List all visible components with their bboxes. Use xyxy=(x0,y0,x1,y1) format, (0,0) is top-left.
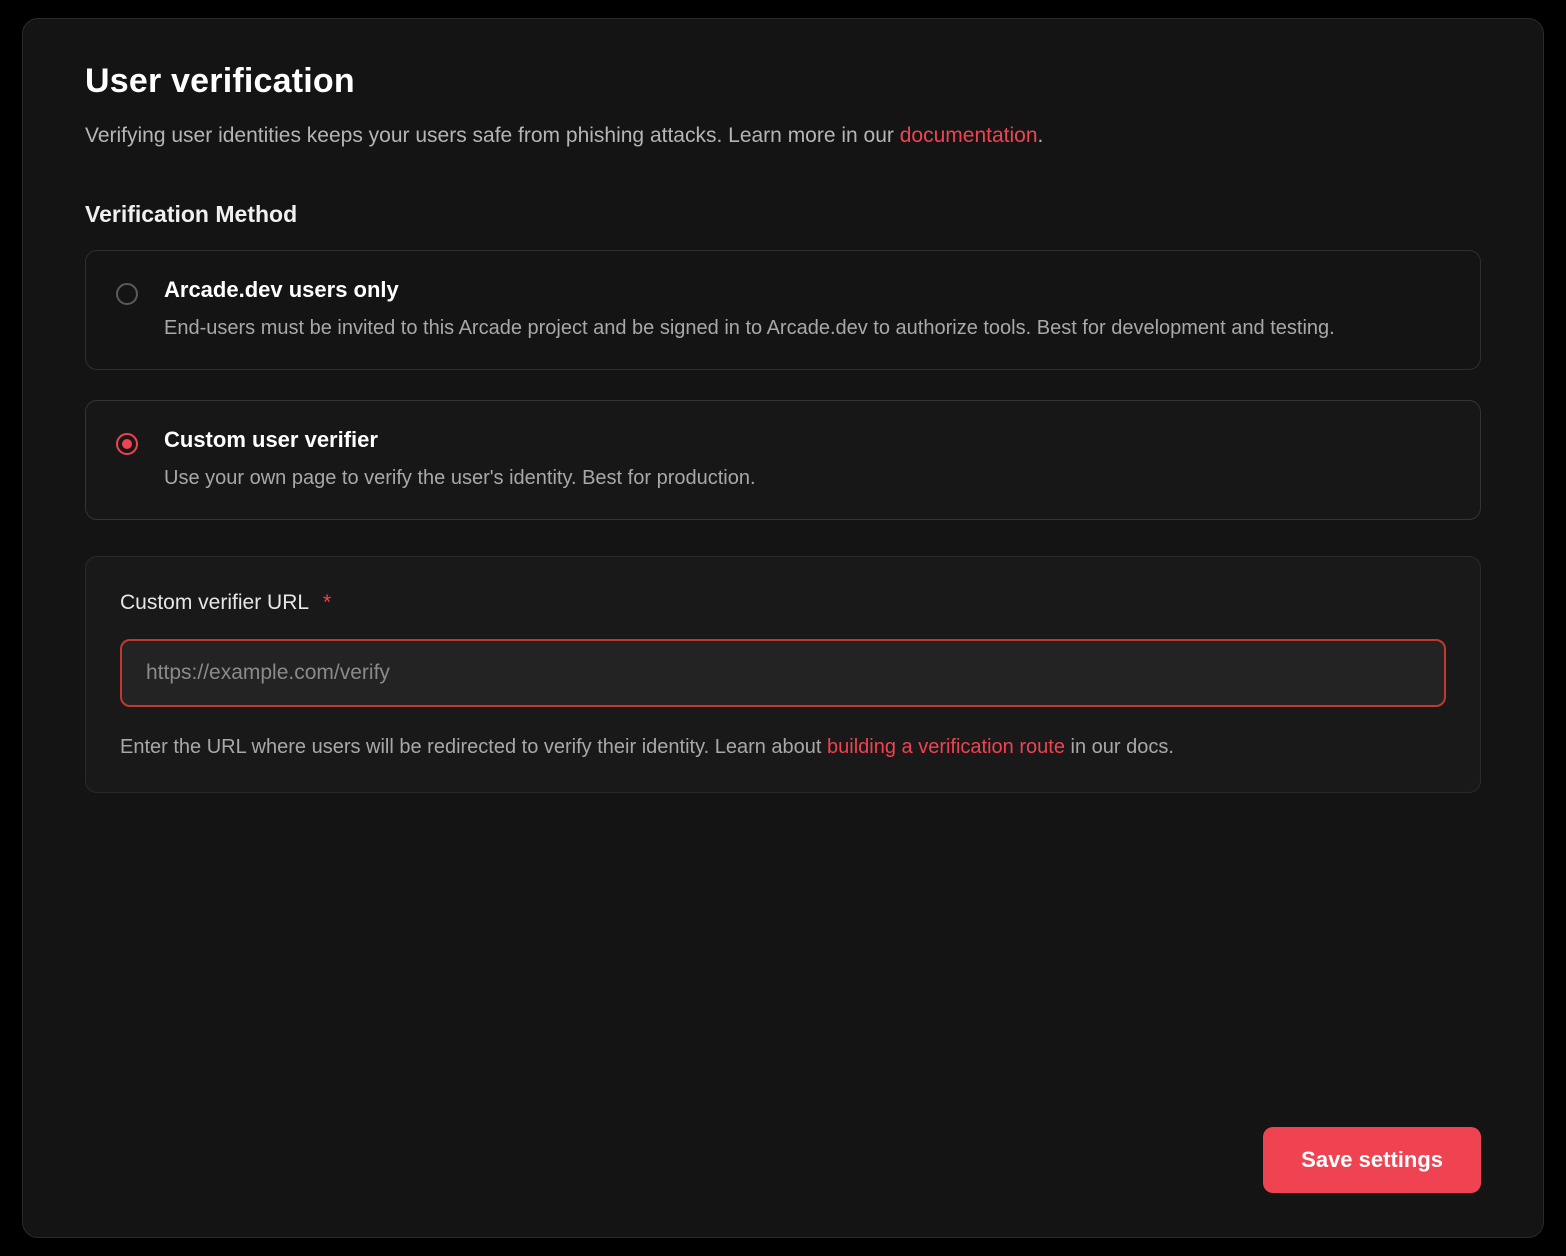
radio-arcade-users-only[interactable] xyxy=(116,283,138,305)
custom-verifier-url-label xyxy=(120,591,1446,615)
option-description: End-users must be invited to this Arcade project and be signed in to Arcade.dev to authorize tools. Best for development and testing. xyxy=(164,317,1335,340)
field-label-text: Custom verifier URL xyxy=(120,591,310,615)
option-title: Custom user verifier xyxy=(164,427,378,453)
user-verification-card xyxy=(22,18,1544,1238)
save-settings-button[interactable]: Save settings xyxy=(1263,1127,1481,1193)
card-footer xyxy=(1263,1127,1481,1193)
building-verification-route-link[interactable]: building a verification route xyxy=(827,736,1065,759)
option-arcade-users-only[interactable] xyxy=(85,250,1481,370)
option-title: Arcade.dev users only xyxy=(164,276,399,302)
subtitle-text-after: . xyxy=(1037,124,1044,148)
option-body xyxy=(164,277,1450,343)
custom-verifier-url-help xyxy=(120,733,1446,762)
radio-custom-user-verifier[interactable] xyxy=(116,433,138,455)
custom-verifier-url-input[interactable] xyxy=(120,639,1446,707)
help-text-before: Enter the URL where users will be redirected to verify their identity. Learn about xyxy=(120,736,828,759)
page-subtitle xyxy=(85,122,1481,150)
help-text-after: in our docs. xyxy=(1064,736,1174,759)
custom-verifier-url-panel xyxy=(85,556,1481,793)
option-body xyxy=(164,427,1450,493)
option-custom-user-verifier[interactable] xyxy=(85,400,1481,520)
subtitle-text-before: Verifying user identities keeps your users safe from phishing attacks. Learn more in our xyxy=(85,124,900,148)
documentation-link[interactable]: documentation xyxy=(899,124,1038,148)
option-description: Use your own page to verify the user's identity. Best for production. xyxy=(164,467,756,490)
page-title: User verification xyxy=(85,62,355,100)
required-asterisk: * xyxy=(323,591,332,615)
verification-method-label: Verification Method xyxy=(85,200,298,227)
